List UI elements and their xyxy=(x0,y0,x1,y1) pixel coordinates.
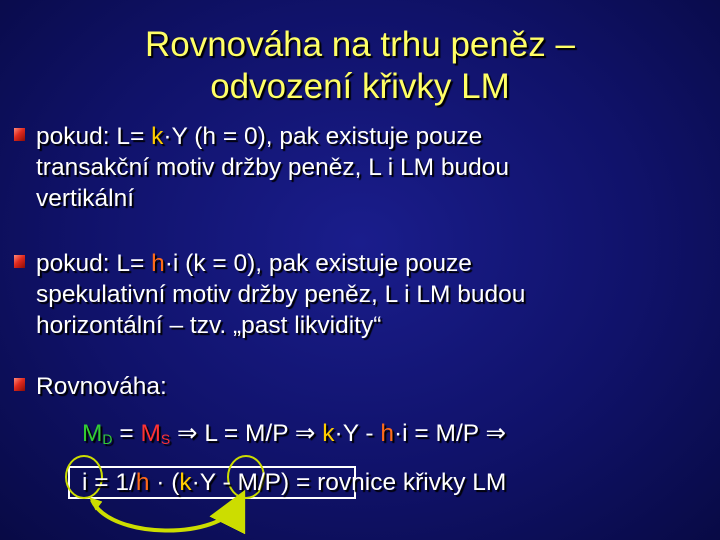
subscript-d: D xyxy=(102,431,113,447)
bullet-text: spekulativní motiv držby peněz, L i LM budou xyxy=(36,281,526,308)
equation-text: ·i = M/P ⇒ xyxy=(394,420,506,447)
var-h: h xyxy=(151,250,165,277)
var-k: k xyxy=(151,123,164,150)
var-k: k xyxy=(179,469,192,496)
bullet-text: i (k = 0), pak existuje pouze xyxy=(172,250,472,277)
bullet-text: Y (h = 0), pak existuje pouze xyxy=(171,123,483,150)
arrow-tail-head xyxy=(90,498,102,510)
var-ms: M xyxy=(140,420,161,447)
bullet-text: transakční motiv držby peněz, L i LM budou xyxy=(36,154,510,181)
var-md: M xyxy=(82,420,103,447)
equation-text: ⇒ L = M/P ⇒ xyxy=(170,420,323,447)
equation-text: ·Y - xyxy=(334,420,381,447)
var-h: h xyxy=(135,469,150,496)
bullet-text: pokud: L= xyxy=(36,123,152,150)
bullet-text: vertikální xyxy=(36,185,135,212)
equation-text: · ( xyxy=(149,469,180,496)
dot-operator: · xyxy=(164,250,173,277)
title-line-1: Rovnováha na trhu peněz – xyxy=(144,25,576,64)
var-h: h xyxy=(380,420,395,447)
equals-sign: = xyxy=(112,420,141,447)
title-line-2: odvození křivky LM xyxy=(210,67,510,106)
var-k: k xyxy=(322,420,335,447)
dot-operator: · xyxy=(163,123,172,150)
bullet-text: Rovnováha: xyxy=(36,373,167,400)
bullet-text: pokud: L= xyxy=(36,250,152,277)
bullet-text: horizontální – tzv. „past likvidity“ xyxy=(36,312,382,339)
subscript-s: S xyxy=(160,431,171,447)
equation-text: ·Y - M/P) = rovnice křivky LM xyxy=(191,469,507,496)
equation-text: i = 1/ xyxy=(82,469,136,496)
arrow-path xyxy=(92,500,238,531)
